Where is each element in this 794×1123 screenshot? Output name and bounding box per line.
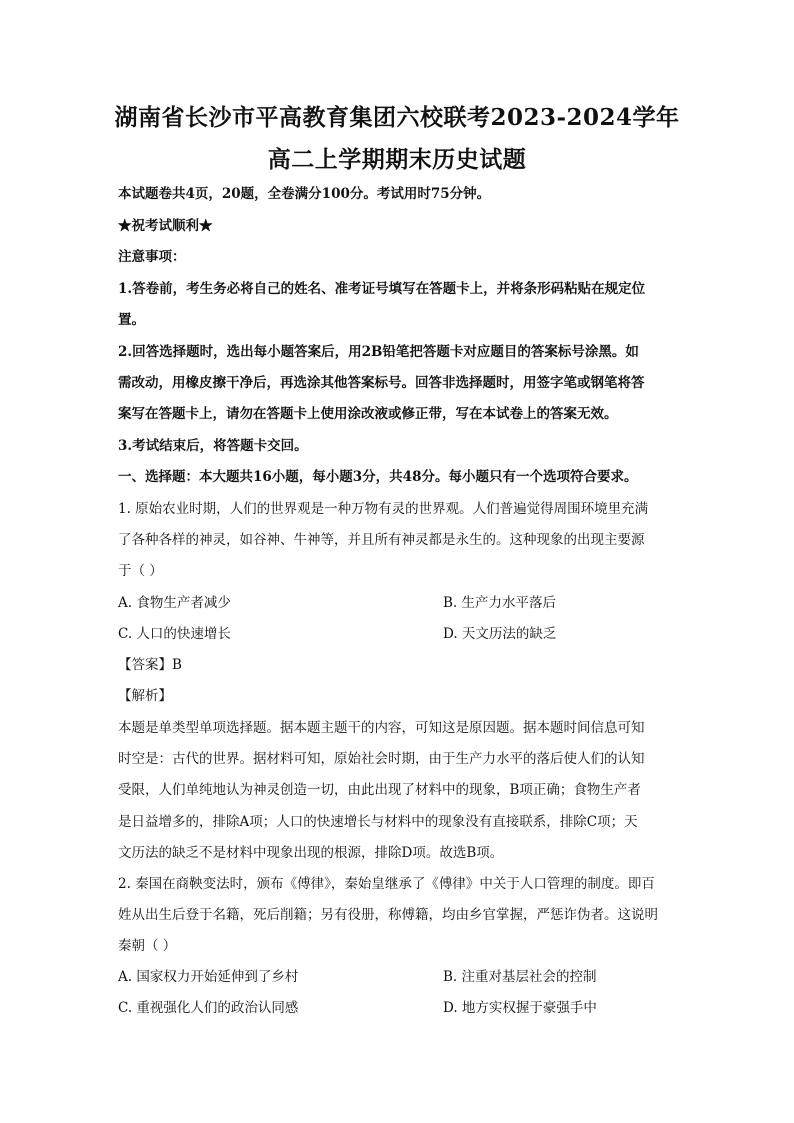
question-1-analysis: 受限，人们单纯地认为神灵创造一切，由此出现了材料中的现象，B项正确；食物生产者 (118, 782, 641, 798)
notice-item: 需改动，用橡皮擦干净后，再选涂其他答案标号。回答非选择题时，用签字笔或钢笔将答 (118, 375, 645, 391)
notice-item: 1.答卷前，考生务必将自己的姓名、准考证号填写在答题卡上，并将条形码粘贴在规定位 (118, 281, 646, 297)
question-1-option-c: C. 人口的快速增长 (118, 626, 231, 642)
question-2-option-b: B. 注重对基层社会的控制 (443, 969, 597, 985)
question-1-option-d: D. 天文历法的缺乏 (443, 626, 557, 642)
question-2-stem: 姓从出生后登于名籍，死后削籍；另有役册，称傅籍，均由乡官掌握，严惩诈伪者。这说明 (118, 907, 658, 923)
question-1-analysis: 本题是单类型单项选择题。据本题主题干的内容，可知这是原因题。据本题时间信息可知 (118, 720, 645, 736)
question-1-analysis-heading: 【解析】 (118, 688, 172, 704)
question-2-stem: 2. 秦国在商鞅变法时，颁布《傅律》，秦始皇继承了《傅律》中关于人口管理的制度。即百 (118, 876, 655, 892)
notice-item: 2.回答选择题时，选出每小题答案后，用2B铅笔把答题卡对应题目的答案标号涂黑。如 (118, 344, 639, 360)
question-1-answer: 【答案】B (118, 657, 182, 673)
question-1-analysis: 是日益增多的，排除A项；人口的快速增长与材料中的现象没有直接联系，排除C项；天 (118, 814, 638, 830)
notice-heading: 注意事项： (118, 249, 186, 265)
question-2-stem: 秦朝（ ） (118, 938, 177, 954)
exam-summary: 本试题卷共4页，20题，全卷满分100分。考试用时75分钟。 (118, 186, 491, 202)
question-1-analysis: 时空是：古代的世界。据材料可知，原始社会时期，由于生产力水平的落后使人们的认知 (118, 751, 645, 767)
good-luck-wish: ★祝考试顺利★ (118, 218, 213, 234)
question-1-option-a: A. 食物生产者减少 (118, 595, 231, 611)
section-heading: 一、选择题：本大题共16小题，每小题3分，共48分。每小题只有一个选项符合要求。 (118, 469, 638, 485)
question-2-option-d: D. 地方实权握于豪强手中 (443, 1000, 597, 1016)
notice-item: 置。 (118, 312, 145, 328)
exam-title-line2: 高二上学期期末历史试题 (267, 146, 527, 173)
notice-item: 3.考试结束后，将答题卡交回。 (118, 438, 308, 454)
question-1-option-b: B. 生产力水平落后 (443, 595, 557, 611)
question-1-analysis: 文历法的缺乏不是材料中现象出现的根源，排除D项。故选B项。 (118, 845, 504, 861)
exam-title-line1: 湖南省长沙市平高教育集团六校联考2023-2024学年 (114, 104, 680, 131)
question-1-stem: 了各种各样的神灵，如谷神、牛神等，并且所有神灵都是永生的。这种现象的出现主要源 (118, 532, 645, 548)
question-2-option-c: C. 重视强化人们的政治认同感 (118, 1000, 299, 1016)
question-2-option-a: A. 国家权力开始延伸到了乡村 (118, 969, 299, 985)
question-1-stem: 1. 原始农业时期，人们的世界观是一种万物有灵的世界观。人们普遍觉得周围环境里充满 (118, 501, 649, 517)
notice-item: 案写在答题卡上，请勿在答题卡上使用涂改液或修正带，写在本试卷上的答案无效。 (118, 406, 618, 422)
question-1-stem: 于（ ） (118, 563, 163, 579)
